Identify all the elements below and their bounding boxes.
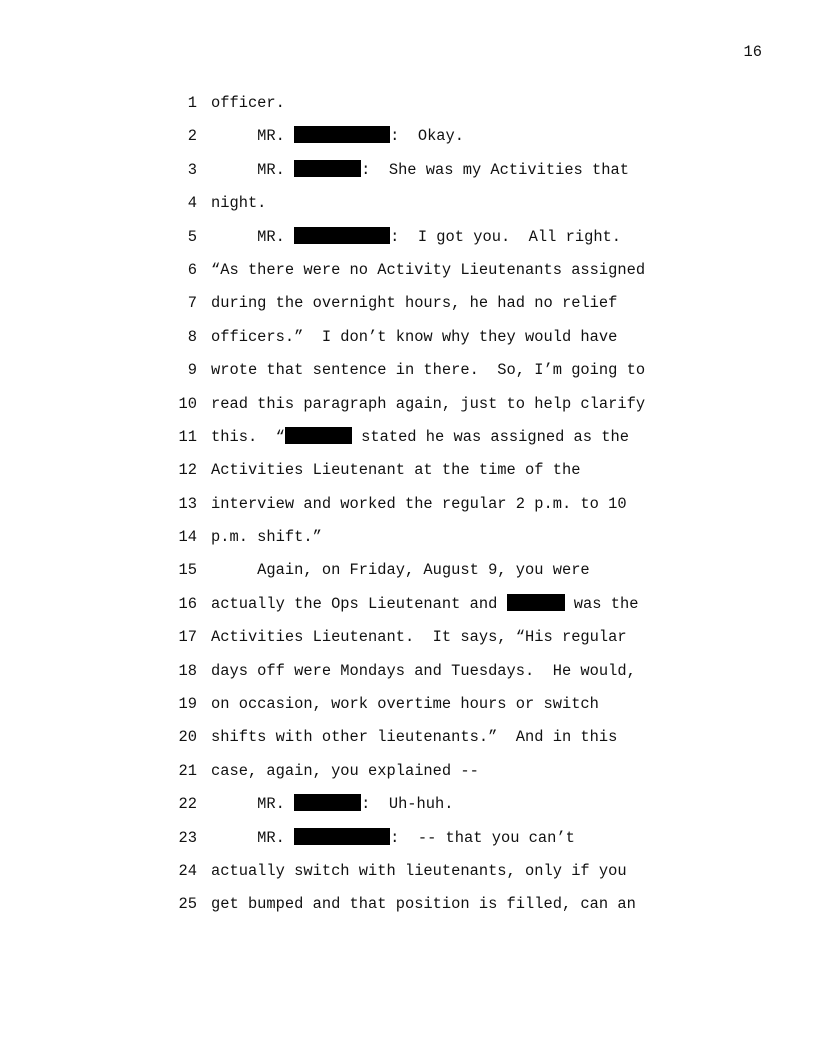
text-segment: days off were Mondays and Tuesdays. He would, <box>211 661 636 680</box>
text-segment: Again, on Friday, August 9, you were <box>211 561 590 580</box>
line-number: 2 <box>187 127 197 146</box>
redaction-bar <box>294 828 390 845</box>
text-segment: on occasion, work overtime hours or switch <box>211 695 599 714</box>
line-text <box>211 394 645 414</box>
text-segment: actually the Ops Lieutenant and <box>211 594 507 613</box>
transcript-line <box>0 761 816 794</box>
transcript-line <box>0 360 816 393</box>
line-number: 10 <box>178 394 197 413</box>
transcript-line <box>0 293 816 326</box>
transcript-line <box>0 861 816 894</box>
line-number: 4 <box>187 194 197 213</box>
transcript-line <box>0 193 816 226</box>
text-segment: case, again, you explained -- <box>211 761 479 780</box>
line-text <box>211 627 627 647</box>
line-number: 6 <box>187 260 197 279</box>
text-segment: MR. <box>211 160 295 179</box>
transcript-line <box>0 794 816 827</box>
line-text <box>211 427 629 447</box>
line-text <box>211 694 599 714</box>
transcript-line <box>0 227 816 260</box>
line-text <box>211 327 617 347</box>
transcript-line <box>0 494 816 527</box>
text-segment: Activities Lieutenant at the time of the <box>211 461 581 480</box>
text-segment: stated he was assigned as the <box>351 427 629 446</box>
redaction-bar <box>294 794 361 811</box>
text-segment: interview and worked the regular 2 p.m. to 10 <box>211 494 627 513</box>
line-text <box>211 560 590 580</box>
line-number: 15 <box>178 561 197 580</box>
text-segment: read this paragraph again, just to help clarify <box>211 394 646 413</box>
text-segment: night. <box>211 194 267 213</box>
line-text <box>211 460 580 480</box>
line-text <box>211 293 617 313</box>
transcript-line <box>0 527 816 560</box>
text-segment: officers.” I don’t know why they would have <box>211 327 618 346</box>
transcript-line <box>0 627 816 660</box>
transcript-line <box>0 460 816 493</box>
line-number: 1 <box>187 94 197 112</box>
transcript-line <box>0 594 816 627</box>
transcript-body <box>0 93 816 928</box>
line-text <box>211 93 285 113</box>
text-segment: officer. <box>211 94 285 112</box>
line-number: 21 <box>178 761 197 780</box>
text-segment: MR. <box>211 127 295 146</box>
line-text <box>211 761 479 781</box>
transcript-line <box>0 160 816 193</box>
page-number: 16 <box>743 43 762 61</box>
transcript-line <box>0 694 816 727</box>
line-number: 17 <box>178 628 197 647</box>
line-text <box>211 828 575 848</box>
line-text <box>211 227 621 247</box>
line-number: 14 <box>178 528 197 547</box>
line-text <box>211 594 638 614</box>
text-segment: : Uh-huh. <box>361 795 454 814</box>
line-text <box>211 260 645 280</box>
line-number: 23 <box>178 828 197 847</box>
line-text <box>211 494 627 514</box>
text-segment: MR. <box>211 795 295 814</box>
text-segment: “As there were no Activity Lieutenants assigned <box>211 260 646 279</box>
text-segment: was the <box>564 594 639 613</box>
transcript-line <box>0 126 816 159</box>
line-number: 18 <box>178 661 197 680</box>
redaction-bar <box>507 594 565 611</box>
line-number: 3 <box>187 160 197 179</box>
text-segment: this. “ <box>211 427 285 446</box>
line-number: 25 <box>178 895 197 914</box>
transcript-line <box>0 828 816 861</box>
transcript-line <box>0 327 816 360</box>
text-segment: shifts with other lieutenants.” And in this <box>211 728 618 747</box>
line-text <box>211 160 629 180</box>
transcript-line <box>0 260 816 293</box>
line-text <box>211 360 645 380</box>
line-number: 8 <box>187 327 197 346</box>
redaction-bar <box>285 427 352 444</box>
text-segment: MR. <box>211 227 295 246</box>
transcript-line <box>0 93 816 126</box>
redaction-bar <box>294 227 390 244</box>
line-number: 12 <box>178 461 197 480</box>
line-text <box>211 193 266 213</box>
line-number: 9 <box>187 361 197 380</box>
line-number: 19 <box>178 695 197 714</box>
text-segment: : Okay. <box>390 127 465 146</box>
text-segment: MR. <box>211 828 295 847</box>
line-text <box>211 727 617 747</box>
line-text <box>211 126 464 146</box>
line-number: 22 <box>178 795 197 814</box>
line-number: 13 <box>178 494 197 513</box>
text-segment: Activities Lieutenant. It says, “His regular <box>211 628 627 647</box>
transcript-line <box>0 894 816 927</box>
line-text <box>211 527 322 547</box>
text-segment: : -- that you can’t <box>390 828 575 847</box>
line-number: 11 <box>178 427 197 446</box>
line-text <box>211 861 627 881</box>
text-segment: get bumped and that position is filled, can an <box>211 895 636 914</box>
transcript-line <box>0 394 816 427</box>
line-number: 7 <box>187 294 197 313</box>
line-number: 20 <box>178 728 197 747</box>
text-segment: : She was my Activities that <box>361 160 629 179</box>
transcript-line <box>0 427 816 460</box>
line-number: 5 <box>187 227 197 246</box>
line-text <box>211 661 636 681</box>
text-segment: : I got you. All right. <box>390 227 622 246</box>
text-segment: wrote that sentence in there. So, I’m going to <box>211 361 646 380</box>
line-number: 16 <box>178 594 197 613</box>
text-segment: p.m. shift.” <box>211 528 322 547</box>
transcript-line <box>0 727 816 760</box>
redaction-bar <box>294 160 361 177</box>
transcript-line <box>0 661 816 694</box>
line-number: 24 <box>178 861 197 880</box>
line-text <box>211 894 636 914</box>
text-segment: during the overnight hours, he had no relief <box>211 294 618 313</box>
text-segment: actually switch with lieutenants, only if you <box>211 861 627 880</box>
transcript-line <box>0 560 816 593</box>
line-text <box>211 794 453 814</box>
redaction-bar <box>294 126 390 143</box>
